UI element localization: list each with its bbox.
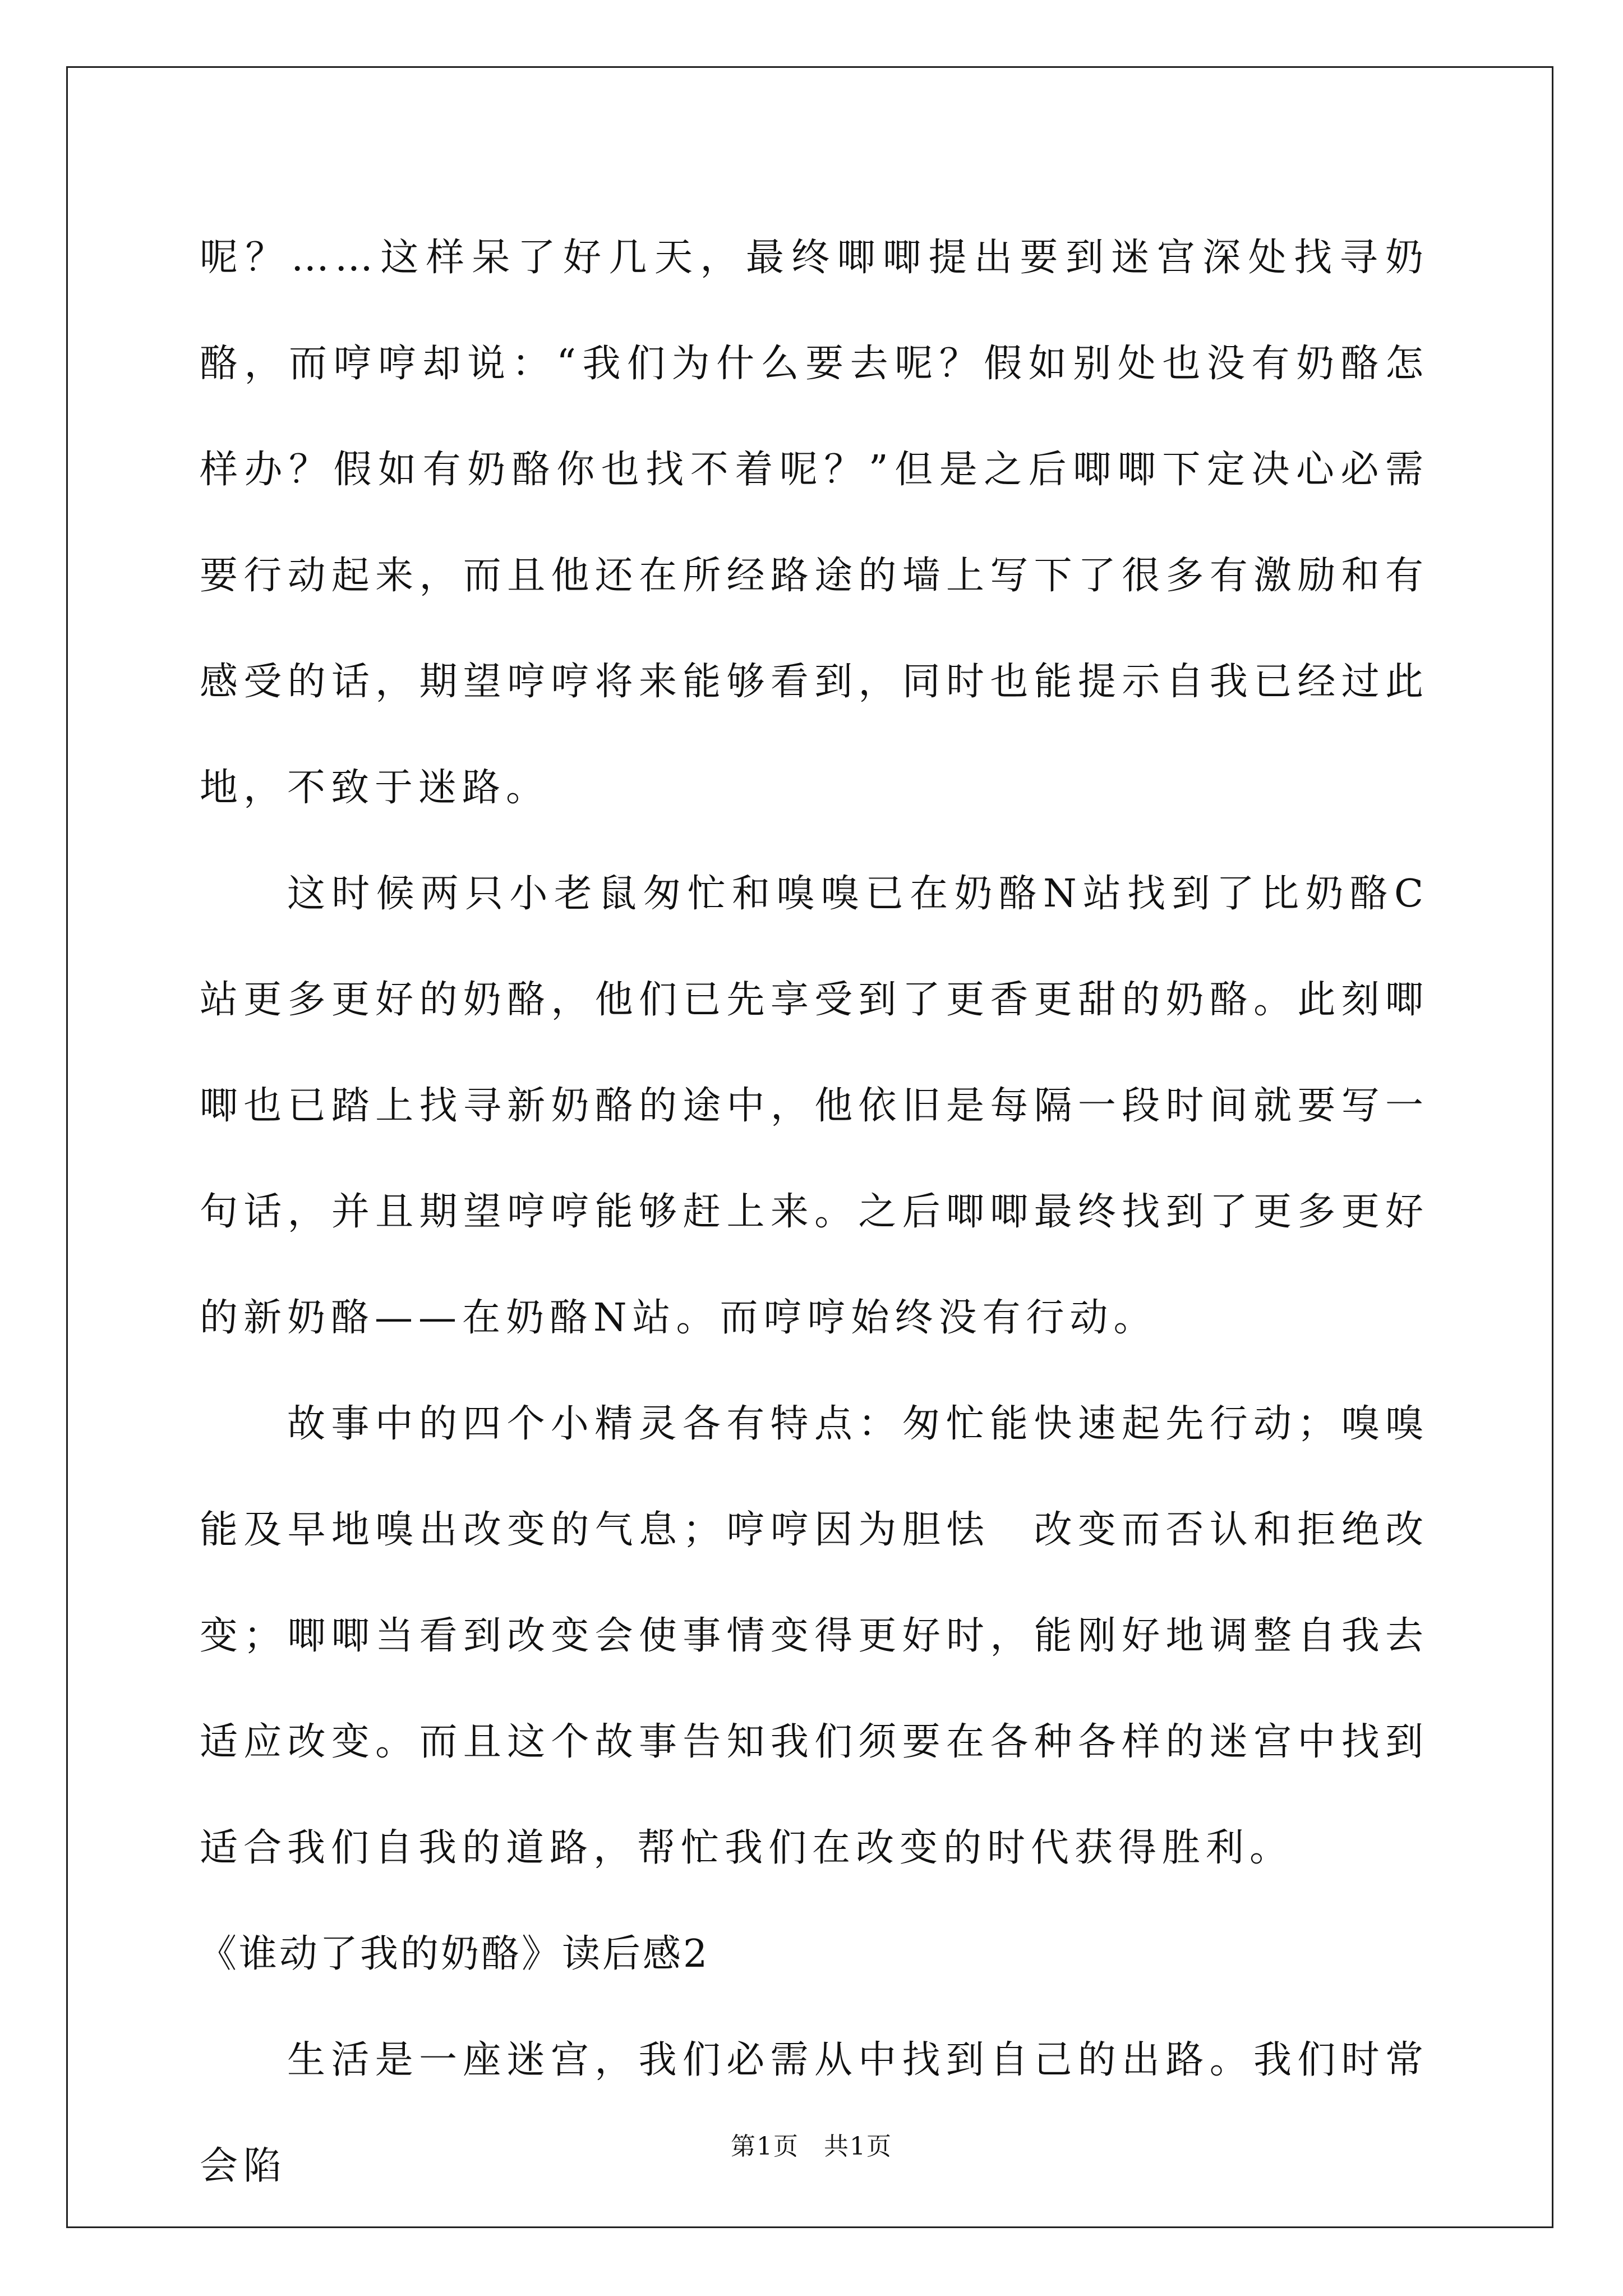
paragraph-3: 故事中的四个小精灵各有特点：匆忙能快速起先行动；嗅嗅能及早地嗅出改变的气息；哼哼因为胆怯 改变而否认和拒绝改变；唧唧当看到改变会使事情变得更好时，能刚好地调整自我去适应改变。而且这个故事告知我们须要在各种各样的迷宫中找到适合我们自我的道路，帮忙我们在改变的时代获得胜利。 xyxy=(200,1402,1429,1870)
document-body xyxy=(200,205,1429,2219)
paragraph-4: 生活是一座迷宫，我们必需从中找到自己的出路。我们时常会陷 xyxy=(200,2038,1429,2188)
paragraph-2: 这时候两只小老鼠匆忙和嗅嗅已在奶酪N站找到了比奶酪C站更多更好的奶酪，他们已先享受到了更香更甜的奶酪。此刻唧唧也已踏上找寻新奶酪的途中，他依旧是每隔一段时间就要写一句话，并且期望哼哼能够赶上来。之后唧唧最终找到了更多更好的新奶酪——在奶酪N站。而哼哼始终没有行动。 xyxy=(200,872,1429,1340)
page-total: 共1页 xyxy=(824,2132,892,2161)
page-footer xyxy=(0,2126,1623,2162)
section-heading: 《谁动了我的奶酪》读后感2 xyxy=(199,1932,710,1976)
page-number: 第1页 xyxy=(731,2132,799,2161)
paragraph-1: 呢？……这样呆了好几天，最终唧唧提出要到迷宫深处找寻奶酪，而哼哼却说：“我们为什么要去呢？假如别处也没有奶酪怎样办？假如有奶酪你也找不着呢？”但是之后唧唧下定决心必需要行动起来，而且他还在所经路途的墙上写下了很多有激励和有感受的话，期望哼哼将来能够看到，同时也能提示自我已经过此地，不致于迷路。 xyxy=(200,236,1429,810)
